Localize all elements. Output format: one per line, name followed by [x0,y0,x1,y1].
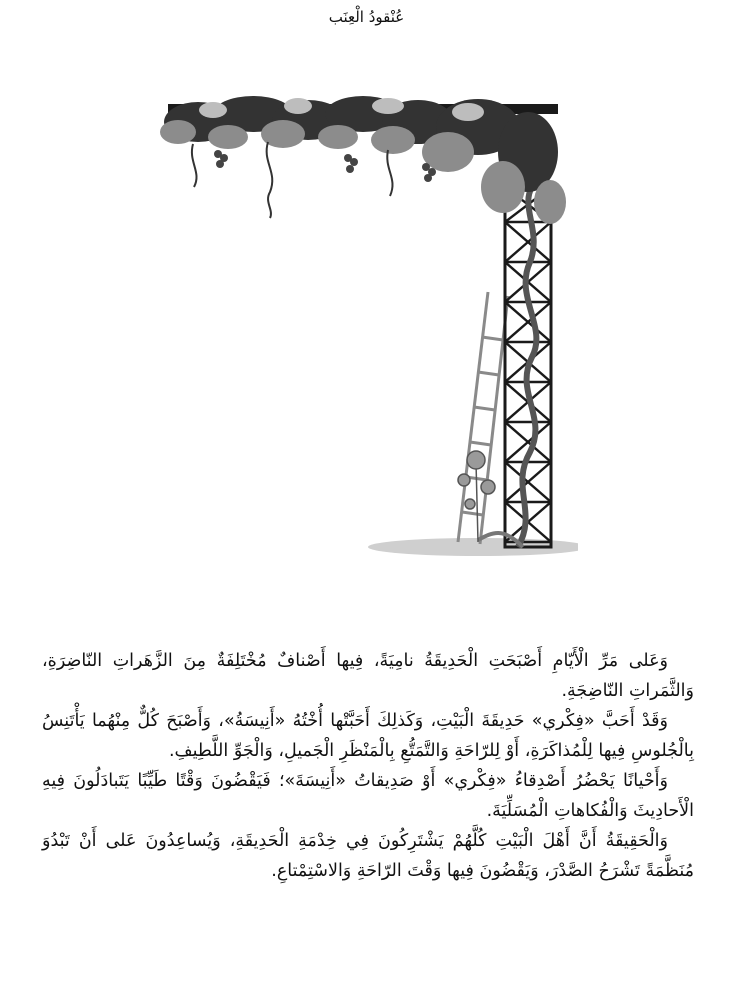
paragraph-1: وَعَلى مَرِّ الْأَيّامِ أَصْبَحَتِ الْحَدِيقَةُ نامِيَةً، فِيها أَصْنافٌ مُخْتَلِفَةٌ مِنَ الزَّهَراتِ النّاضِرَةِ، وَالثَّمَراتِ النّاضِجَةِ. [42,651,694,701]
page-title: عُنْقودُ الْعِنَب [328,8,405,26]
page-header [0,8,733,26]
paragraph-4: وَالْحَقِيقَةُ أَنَّ أَهْلَ الْبَيْتِ كُلَّهُمْ يَشْتَرِكُونَ فِي خِدْمَةِ الْحَدِيقَةِ، وَيُساعِدُونَ عَلى أَنْ تَبْدُوَ مُنَظَّمَةً تَشْرَحُ الصَّدْرَ، وَيَقْضُونَ فِيها وَقْتَ الرّاحَةِ وَالاسْتِمْتاعِ. [42,831,694,881]
paragraph-2: وَقَدْ أَحَبَّ «فِكْري» حَدِيقَةَ الْبَيْتِ، وَكَذلِكَ أَحَبَّتْها أُخْتُهُ «أَنِيسَةُ»، وَأَصْبَحَ كُلٌّ مِنْهُما يَأْتَنِسُ بِالْجُلوسِ فِيها لِلْمُذاكَرَةِ، أَوْ لِلرّاحَةِ وَالتَّمَتُّعِ بِالْمَنْظَرِ الْجَميلِ، وَالْجَوِّ اللَّطِيفِ. [42,711,694,761]
grapevine-trellis-illustration [158,92,578,562]
story-text [42,646,694,886]
paragraph-3: وَأَحْيانًا يَحْضُرُ أَصْدِقاءُ «فِكْري» أَوْ صَدِيقاتُ «أَنِيسَةَ»؛ فَيَقْضُونَ وَقْتًا طَيِّبًا يَتَبادَلُونَ فِيهِ الْأَحادِيثَ وَالْفُكاهاتِ الْمُسَلِّيَةَ. [42,771,694,821]
